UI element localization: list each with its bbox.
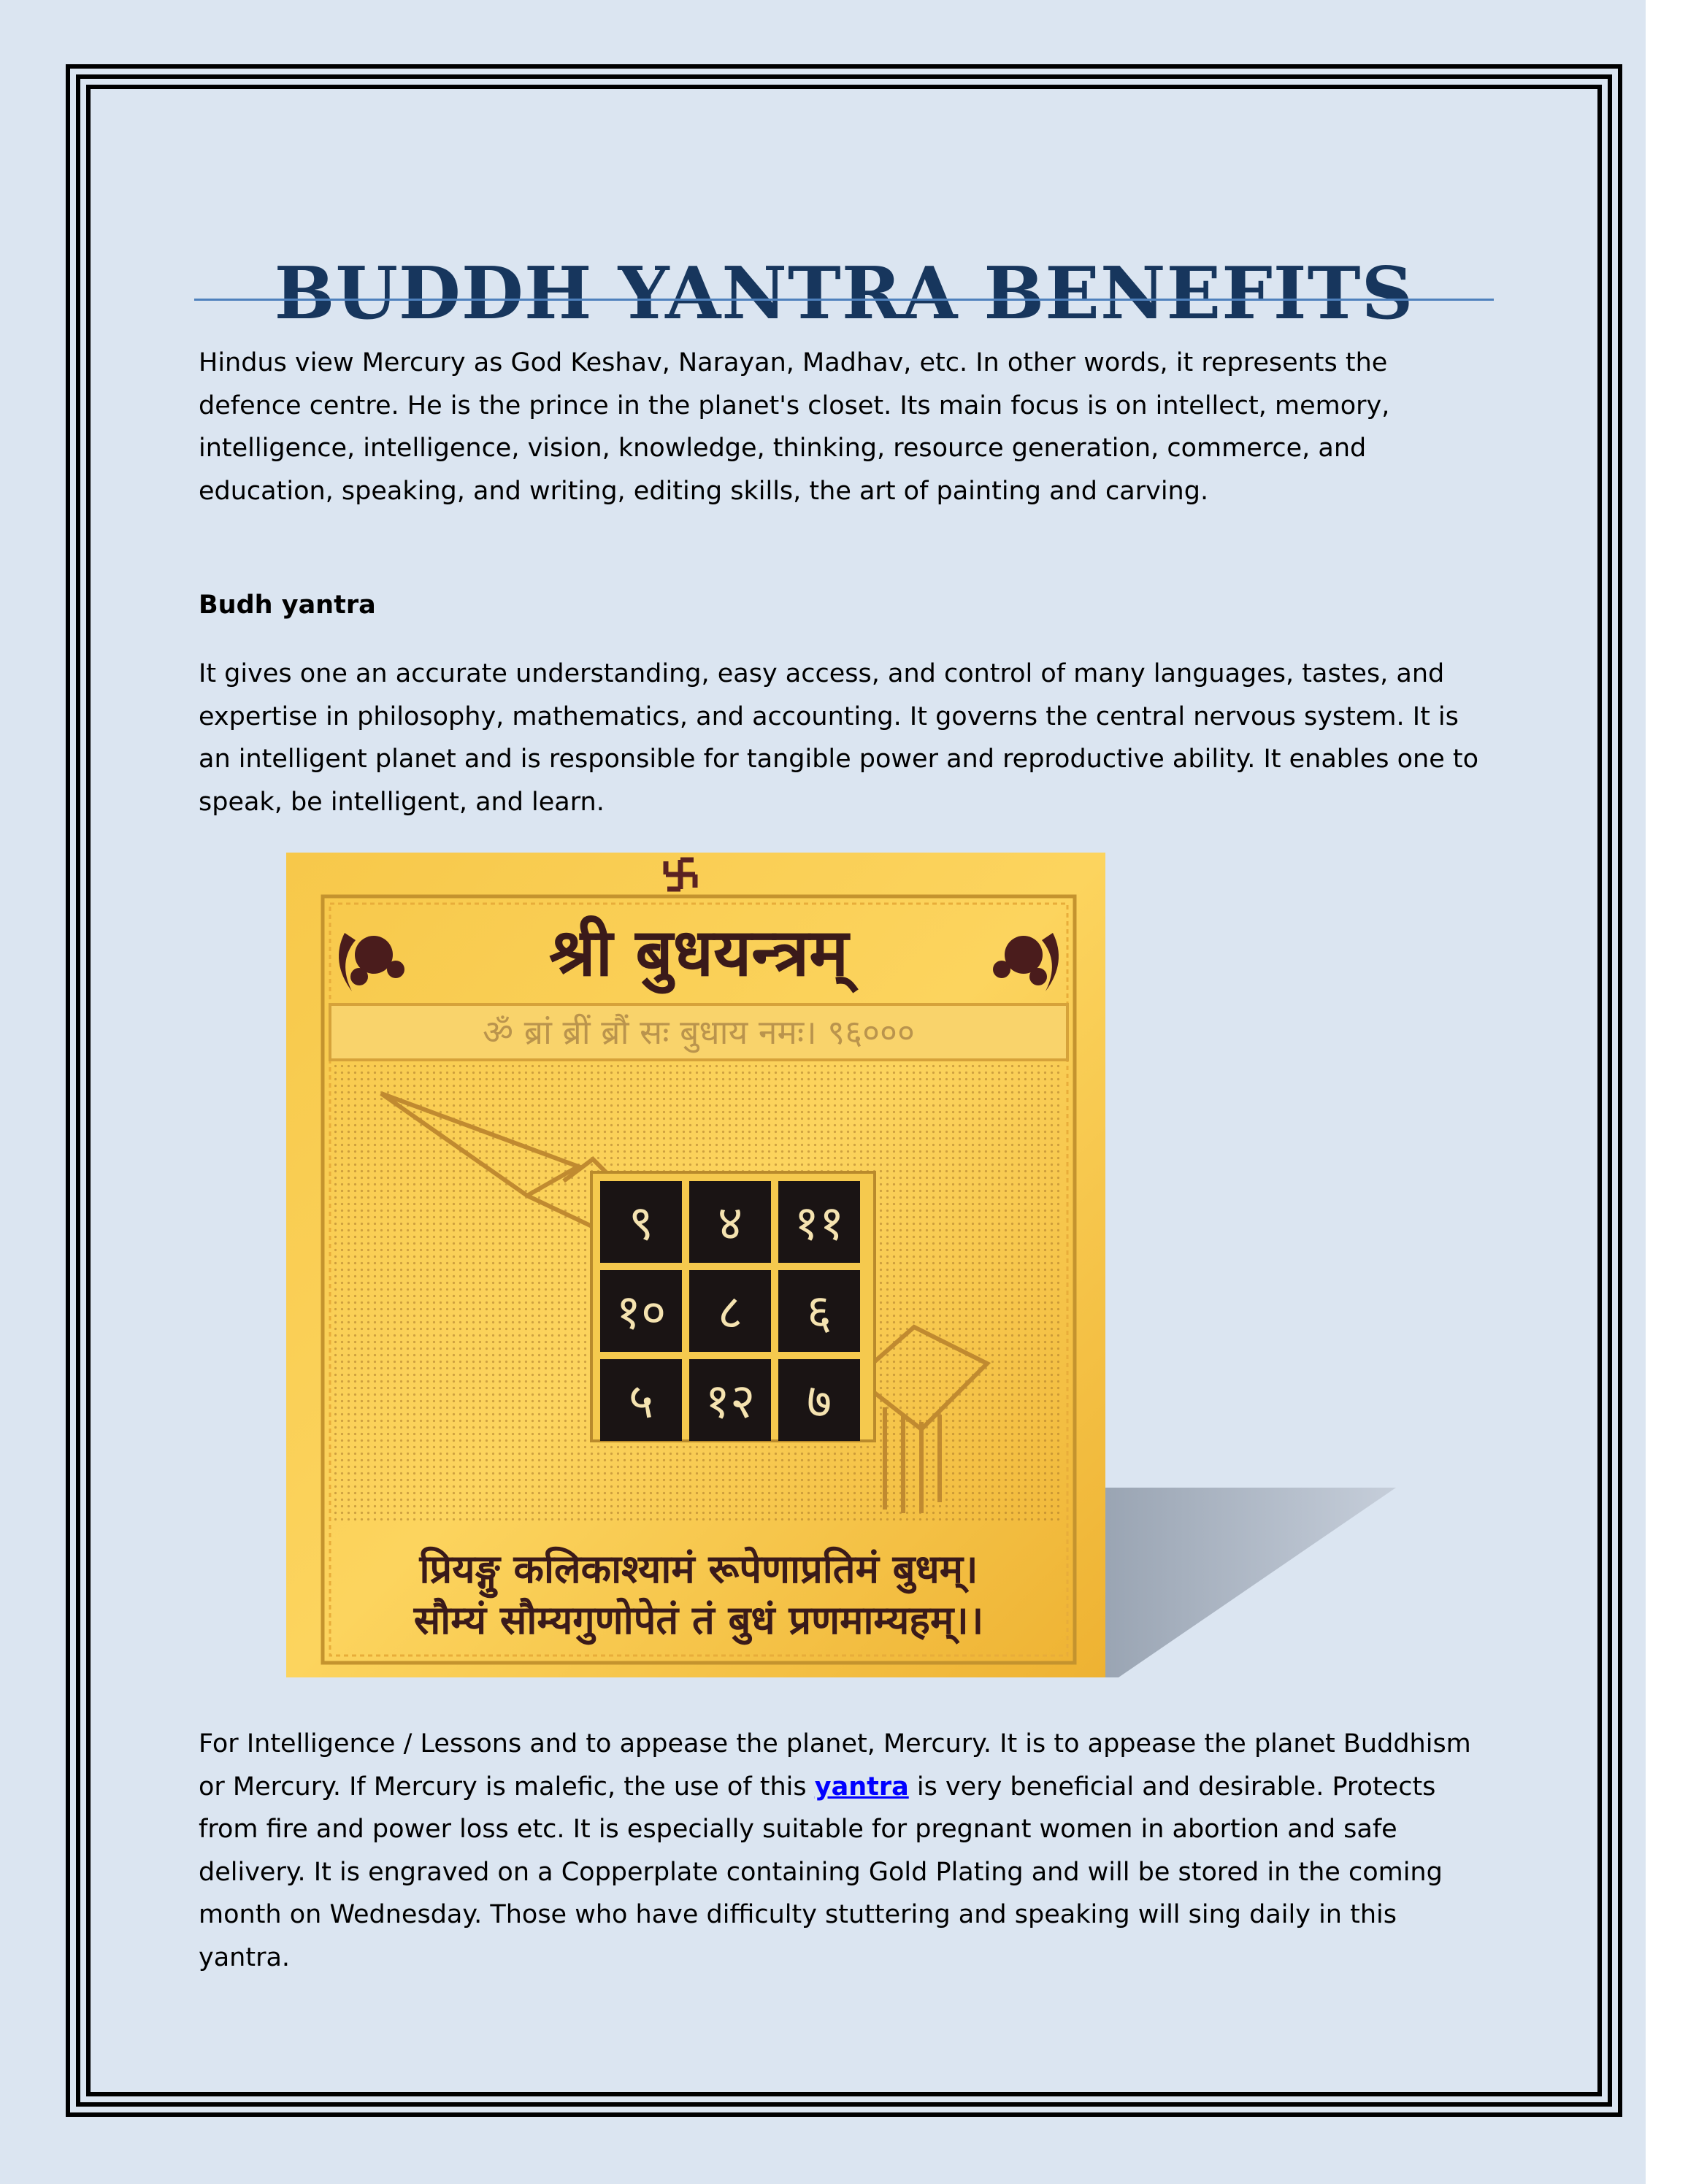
yantra-verse-line-2: सौम्यं सौम्यगुणोपेतं तं बुधं प्रणमाम्यहम्।। — [413, 1597, 984, 1643]
magic-square-number: ९ — [628, 1195, 654, 1251]
magic-square-grid — [600, 1181, 860, 1441]
yantra-image — [286, 853, 1403, 1677]
page-edge — [1646, 0, 1688, 2184]
yantra-header-text: श्री बुधयन्त्रम् — [548, 915, 849, 991]
yantra-link[interactable]: yantra — [814, 1772, 909, 1802]
intro-paragraph: Hindus view Mercury as God Keshav, Narayan, Madhav, etc. In other words, it represents the defence centre. He is the prince in the planet's closet. Its main focus is on intellect, memory, intelligence, intelligence, vision, knowledge, thinking, resource generation, commerce, and education, speaking, and writing, editing skills, the art of painting and carving. — [199, 348, 1390, 506]
closing-text-before-link: For Intelligence / Lessons and to appease the planet, Mercury. It is to appease the planet Buddhism or Mercury. If Mercury is malefic, the use of this — [199, 1729, 1471, 1802]
yantra-verse-line-1: प्रियङ्गु कलिकाश्यामं रूपेणाप्रतिमं बुधम्। — [419, 1546, 978, 1592]
page-title: BUDDH YANTRA BENEFITS — [274, 251, 1414, 336]
magic-square-number: १२ — [705, 1373, 756, 1429]
yantra-figure — [286, 853, 1403, 1677]
image-shadow — [1104, 1488, 1396, 1677]
section-heading: Budh yantra — [199, 591, 376, 620]
yantra-mantra-text: ॐ ब्रां ब्रीं ब्रौं सः बुधाय नमः। ९६००० — [483, 1012, 915, 1052]
closing-paragraph — [199, 1723, 1491, 1979]
magic-square-number: १० — [615, 1284, 667, 1340]
title-underline-rule — [194, 299, 1494, 301]
section-body-paragraph: It gives one an accurate understanding, easy access, and control of many languages, tastes, and expertise in philosophy, mathematics, and accounting. It governs the central nervous system. It is an intelligent planet and is responsible for tangible power and reproductive ability. It enables one to speak, be intelligent, and learn. — [199, 659, 1479, 817]
magic-square-number: ४ — [717, 1195, 743, 1251]
magic-square-number: ८ — [717, 1284, 743, 1340]
magic-square-number: ११ — [794, 1195, 845, 1251]
magic-square-number: ५ — [628, 1373, 654, 1429]
closing-text-after-link: is very beneficial and desirable. Protects from fire and power loss etc. It is especially suitable for pregnant women in abortion and safe delivery. It is engraved on a Copperplate containing Gold Plating and will be stored in the coming month on Wednesday. Those who have difficulty stuttering and speaking will sing daily in this yantra. — [199, 1772, 1443, 1972]
magic-square-number: ७ — [806, 1373, 832, 1429]
magic-square-number: ६ — [806, 1284, 832, 1340]
